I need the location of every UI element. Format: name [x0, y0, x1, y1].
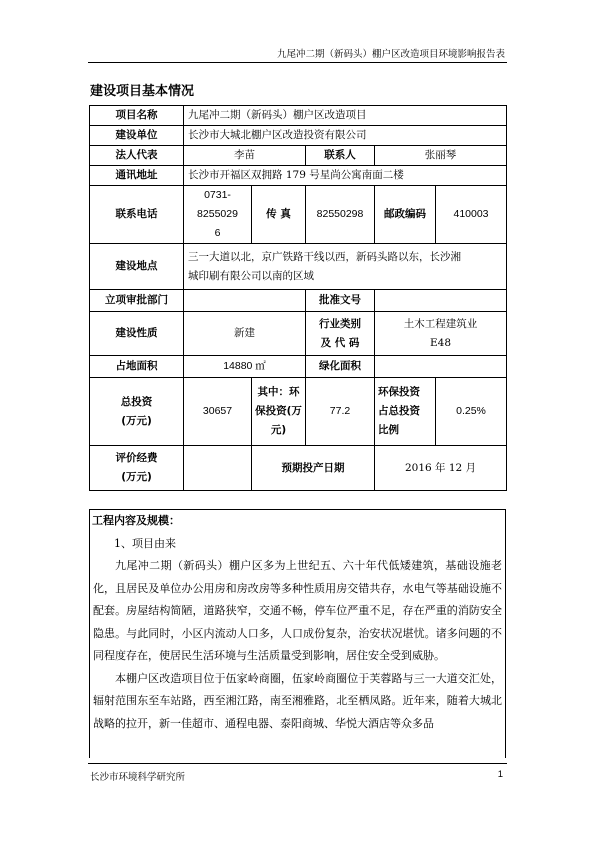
postcode-label: 邮政编码 — [375, 186, 436, 244]
content-subheading: 1、项目由来 — [114, 536, 176, 550]
row-address — [90, 166, 507, 186]
eval-fee-label-line-2: (万元) — [121, 471, 152, 483]
env-invest-label-line-2: 保投资(万 — [255, 405, 302, 417]
phone-line-1: 0731-8255029 — [197, 189, 238, 220]
env-ratio-label-line-3: 比例 — [378, 424, 399, 436]
page-number: 1 — [497, 769, 503, 780]
industry-value-line-1: 土木工程建筑业 — [403, 317, 478, 330]
row-phone — [90, 186, 507, 244]
env-ratio-value: 0.25% — [436, 378, 507, 446]
legal-rep-label: 法人代表 — [90, 146, 184, 166]
row-builder — [90, 126, 507, 146]
row-nature — [90, 312, 507, 356]
header-rule — [88, 62, 507, 63]
eval-fee-value — [184, 446, 252, 491]
approval-dept-label: 立项审批部门 — [90, 290, 184, 312]
env-invest-label-line-3: 元) — [270, 424, 287, 436]
green-label: 绿化面积 — [306, 356, 375, 378]
env-ratio-label — [375, 378, 436, 446]
address-value: 长沙市开福区双拥路 179 号星尚公寓南面二楼 — [184, 166, 507, 186]
basic-info-table — [89, 105, 507, 491]
running-header: 九尾冲二期（新码头）棚户区改造项目环境影响报告表 — [276, 49, 505, 60]
nature-value: 新建 — [184, 312, 306, 356]
location-value — [184, 244, 507, 290]
postcode-value: 410003 — [436, 186, 507, 244]
phone-label: 联系电话 — [90, 186, 184, 244]
green-value — [375, 356, 507, 378]
phone-line-2: 6 — [214, 227, 221, 239]
location-line-2: 城印刷有限公司以南的区域 — [188, 269, 314, 282]
env-ratio-label-line-1: 环保投资 — [378, 386, 420, 398]
contact-value: 张丽琴 — [375, 146, 507, 166]
project-name-label: 项目名称 — [90, 106, 184, 126]
builder-label: 建设单位 — [90, 126, 184, 146]
row-eval-fee — [90, 446, 507, 491]
builder-value: 长沙市大城北棚户区改造投资有限公司 — [184, 126, 507, 146]
phone-value — [184, 186, 252, 244]
env-ratio-label-line-2: 占总投资 — [378, 405, 420, 417]
env-invest-label — [252, 378, 306, 446]
invest-label-line-1: 总投资 — [120, 395, 153, 408]
eval-fee-label-line-1: 评价经费 — [115, 452, 158, 464]
eval-fee-label — [90, 446, 184, 491]
invest-label — [90, 378, 184, 446]
area-value: 14880 ㎡ — [184, 356, 306, 378]
approval-no-label: 批准文号 — [306, 290, 375, 312]
nature-label: 建设性质 — [90, 312, 184, 356]
location-line-1: 三一大道以北，京广铁路干线以西，新码头路以东，长沙湘 — [188, 250, 461, 263]
content-paragraph-1: 九尾冲二期（新码头）棚户区多为上世纪五、六十年代低矮建筑，基础设施老化，且居民及单位办公用房和房改房等多种性质用房交错共存，水电气等基础设施不配套。房屋结构简陋，道路狭窄，交通不畅，停车位严重不足，存在严重的消防安全隐患。与此同时，小区内流动人口多，人口成份复杂，治安状况堪忧。诸多问题的不同程度存在，使居民生活环境与生活质量受到影响，居住安全受到威胁。 — [93, 559, 502, 662]
prod-date-value: 2016 年 12 月 — [375, 446, 507, 491]
row-legal-rep — [90, 146, 507, 166]
fax-value: 82550298 — [306, 186, 375, 244]
content-heading: 工程内容及规模： — [92, 514, 180, 527]
row-approval — [90, 290, 507, 312]
contact-label: 联系人 — [306, 146, 375, 166]
row-area — [90, 356, 507, 378]
address-label: 通讯地址 — [90, 166, 184, 186]
location-label: 建设地点 — [90, 244, 184, 290]
industry-label — [306, 312, 375, 356]
industry-value-line-2: E48 — [430, 336, 452, 349]
area-label: 占地面积 — [90, 356, 184, 378]
project-content-box — [89, 509, 506, 758]
invest-label-line-2: (万元) — [121, 414, 152, 427]
project-name-value: 九尾冲二期（新码头）棚户区改造项目 — [184, 106, 507, 126]
fax-label: 传 真 — [252, 186, 306, 244]
section-title: 建设项目基本情况 — [90, 84, 195, 99]
legal-rep-value: 李苗 — [184, 146, 306, 166]
approval-dept-value — [184, 290, 306, 312]
footer-rule — [88, 763, 507, 764]
industry-value — [375, 312, 507, 356]
env-invest-label-line-1: 其中：环 — [257, 386, 300, 398]
approval-no-value — [375, 290, 507, 312]
row-project-name — [90, 106, 507, 126]
content-paragraph-2: 本棚户区改造项目位于伍家岭商圈，伍家岭商圈位于芙蓉路与三一大道交汇处，辐射范围东至车站路，西至湘江路，南至湘雅路，北至栖凤路。近年来，随着大城北战略的拉开，新一佳超市、通程电器、泰阳商城、华悦大酒店等众多品 — [93, 671, 502, 730]
footer-organization: 长沙市环境科学研究所 — [90, 772, 186, 783]
row-investment — [90, 378, 507, 446]
industry-label-line-1: 行业类别 — [319, 317, 361, 330]
invest-value: 30657 — [184, 378, 252, 446]
env-invest-value: 77.2 — [306, 378, 375, 446]
prod-date-label: 预期投产日期 — [252, 446, 375, 491]
row-location — [90, 244, 507, 290]
industry-label-line-2: 及 代 码 — [320, 336, 360, 349]
